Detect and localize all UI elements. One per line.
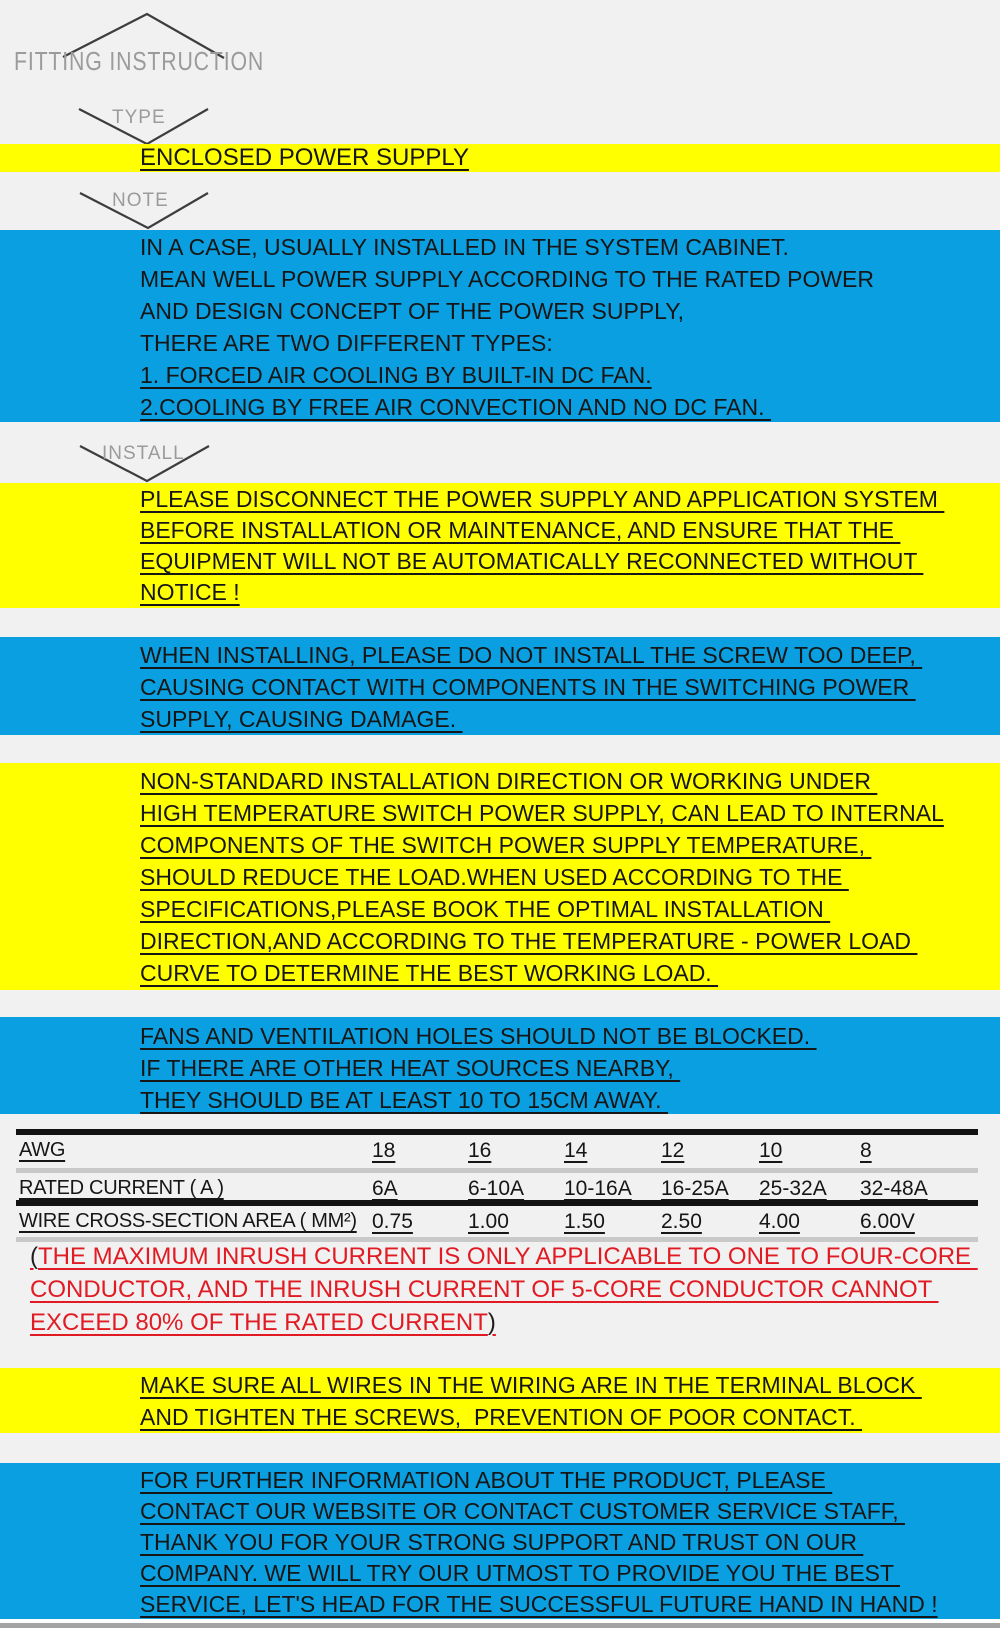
table-cell: 10-16A: [564, 1177, 632, 1200]
warning-line: SHOULD REDUCE THE LOAD.WHEN USED ACCORDING TO THE: [140, 864, 849, 890]
warning-line: IF THERE ARE OTHER HEAT SOURCES NEARBY,: [140, 1055, 681, 1081]
warning-line: SUPPLY, CAUSING DAMAGE.: [140, 706, 463, 732]
inrush-note-line: [30, 1273, 980, 1306]
table-cell: 25-32A: [759, 1177, 827, 1200]
table-cell: 1.00: [468, 1210, 509, 1233]
table-cell: 0.75: [372, 1210, 413, 1233]
warning-line: MAKE SURE ALL WIRES IN THE WIRING ARE IN THE TERMINAL BLOCK: [140, 1372, 922, 1398]
warning-line: FANS AND VENTILATION HOLES SHOULD NOT BE BLOCKED.: [140, 1023, 817, 1049]
warning-line: HIGH TEMPERATURE SWITCH POWER SUPPLY, CAN LEAD TO INTERNAL: [140, 800, 944, 826]
open-paren: (: [30, 1243, 38, 1270]
closing-line: COMPANY. WE WILL TRY OUR UTMOST TO PROVIDE YOU THE BEST: [140, 1560, 901, 1586]
inrush-note-text: CONDUCTOR, AND THE INRUSH CURRENT OF 5-CORE CONDUCTOR CANNOT: [30, 1276, 939, 1303]
section-label-install: INSTALL: [102, 443, 185, 464]
footer-dark-strip: [0, 1623, 1000, 1628]
note-line: IN A CASE, USUALLY INSTALLED IN THE SYSTEM CABINET.: [140, 234, 789, 260]
table-cell: 14: [564, 1139, 588, 1162]
warning-line: BEFORE INSTALLATION OR MAINTENANCE, AND ENSURE THAT THE: [140, 517, 901, 543]
note-line: MEAN WELL POWER SUPPLY ACCORDING TO THE RATED POWER: [140, 266, 875, 292]
warning-line: CAUSING CONTACT WITH COMPONENTS IN THE SWITCHING POWER: [140, 674, 916, 700]
table-rule-mid2: [16, 1200, 978, 1206]
table-cell: 1.50: [564, 1210, 605, 1233]
install-warning-ventilation: [0, 1017, 1000, 1114]
warning-line: COMPONENTS OF THE SWITCH POWER SUPPLY TEMPERATURE,: [140, 832, 872, 858]
closing-line: CONTACT OUR WEBSITE OR CONTACT CUSTOMER SERVICE STAFF,: [140, 1498, 906, 1524]
warning-line: NON-STANDARD INSTALLATION DIRECTION OR WORKING UNDER: [140, 768, 878, 794]
note-line: THERE ARE TWO DIFFERENT TYPES:: [140, 330, 553, 356]
warning-line: DIRECTION,AND ACCORDING TO THE TEMPERATURE - POWER LOAD: [140, 928, 918, 954]
closing-note-block: [0, 1463, 1000, 1620]
table-cell: 10: [759, 1139, 783, 1162]
close-paren: ): [487, 1309, 496, 1336]
install-warning-terminal: [0, 1368, 1000, 1433]
table-cell: 16: [468, 1139, 492, 1162]
inrush-current-note: [30, 1240, 980, 1339]
closing-line: THANK YOU FOR YOUR STRONG SUPPORT AND TRUST ON OUR: [140, 1529, 864, 1555]
warning-line: SPECIFICATIONS,PLEASE BOOK THE OPTIMAL INSTALLATION: [140, 896, 831, 922]
table-cell: 8: [860, 1139, 872, 1162]
page-title: FITTING INSTRUCTION: [14, 46, 265, 76]
warning-line: THEY SHOULD BE AT LEAST 10 TO 15CM AWAY.: [140, 1087, 668, 1113]
warning-line: EQUIPMENT WILL NOT BE AUTOMATICALLY RECONNECTED WITHOUT: [140, 548, 924, 574]
note-line: 1. FORCED AIR COOLING BY BUILT-IN DC FAN.: [140, 362, 652, 388]
note-line: AND DESIGN CONCEPT OF THE POWER SUPPLY,: [140, 298, 685, 324]
install-warning-screw: [0, 637, 1000, 735]
closing-line: FOR FURTHER INFORMATION ABOUT THE PRODUCT, PLEASE: [140, 1467, 833, 1493]
note-line: 2.COOLING BY FREE AIR CONVECTION AND NO DC FAN.: [140, 394, 771, 420]
table-cell: 12: [661, 1139, 685, 1162]
table-row: [0, 1139, 1000, 1169]
install-warning-direction: [0, 763, 1000, 990]
table-cell: 6.00V: [860, 1210, 915, 1233]
inrush-note-line: [30, 1306, 980, 1339]
warning-line: PLEASE DISCONNECT THE POWER SUPPLY AND APPLICATION SYSTEM: [140, 486, 945, 512]
table-row-label: WIRE CROSS-SECTION AREA ( MM²): [19, 1210, 357, 1232]
inrush-note-text: EXCEED 80% OF THE RATED CURRENT: [30, 1309, 488, 1336]
warning-line: AND TIGHTEN THE SCREWS, PREVENTION OF POOR CONTACT.: [140, 1404, 863, 1430]
table-cell: 18: [372, 1139, 396, 1162]
type-banner-text: ENCLOSED POWER SUPPLY: [140, 144, 469, 171]
warning-line: WHEN INSTALLING, PLEASE DO NOT INSTALL THE SCREW TOO DEEP,: [140, 642, 923, 668]
table-cell: 4.00: [759, 1210, 800, 1233]
inrush-note-line: [30, 1240, 980, 1273]
table-row: [0, 1210, 1000, 1240]
table-cell: 32-48A: [860, 1177, 928, 1200]
warning-line: CURVE TO DETERMINE THE BEST WORKING LOAD.: [140, 960, 719, 986]
section-label-type: TYPE: [112, 107, 166, 128]
warning-line: NOTICE !: [140, 579, 240, 605]
inrush-note-text: THE MAXIMUM INRUSH CURRENT IS ONLY APPLICABLE TO ONE TO FOUR-CORE: [38, 1243, 978, 1270]
table-cell: 6A: [372, 1177, 398, 1200]
table-rule-mid: [16, 1168, 978, 1173]
table-row-label: RATED CURRENT ( A ): [19, 1177, 224, 1199]
table-rule-top: [16, 1129, 978, 1135]
table-cell: 2.50: [661, 1210, 702, 1233]
install-warning-disconnect: [0, 483, 1000, 608]
table-row-label: AWG: [19, 1139, 66, 1161]
table-cell: 6-10A: [468, 1177, 525, 1200]
table-cell: 16-25A: [661, 1177, 729, 1200]
note-block: [0, 230, 1000, 422]
closing-line: SERVICE, LET'S HEAD FOR THE SUCCESSFUL FUTURE HAND IN HAND !: [140, 1591, 938, 1617]
section-label-note: NOTE: [112, 190, 169, 211]
